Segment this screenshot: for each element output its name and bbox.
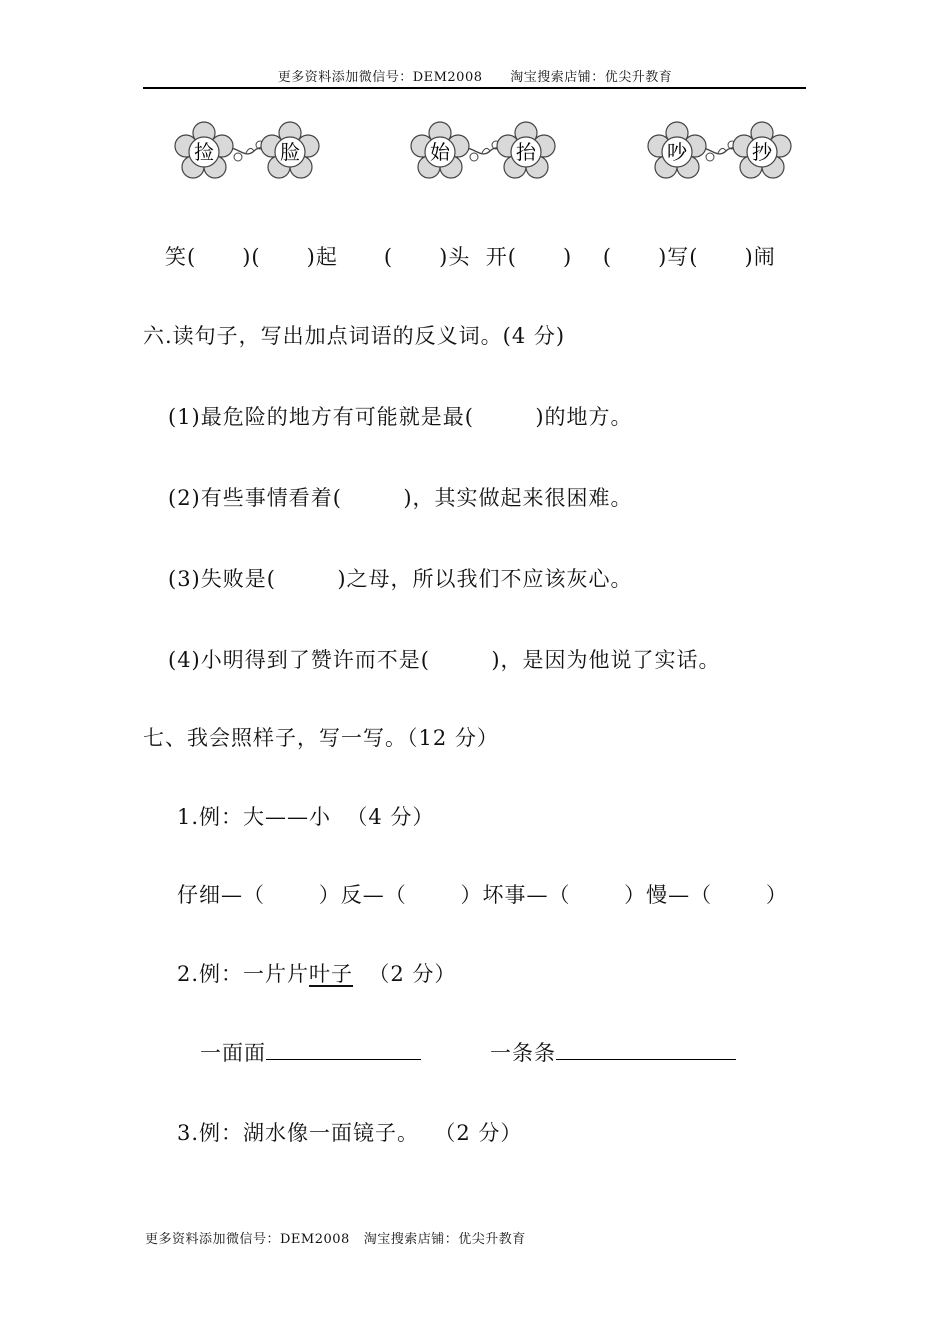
flower-pair-3	[648, 122, 791, 178]
q7-example-2	[177, 958, 456, 988]
q7-example-2-prefix: 2.例：一片片	[177, 962, 310, 986]
q7-ex2-answer-b	[490, 1037, 736, 1067]
q7-ex2-a-label: 一面面	[200, 1041, 266, 1065]
q6-item-4: (4)小明得到了赞许而不是( )，是因为他说了实话。	[168, 648, 721, 672]
q7-example-3: 3.例：湖水像一面镜子。 （2 分）	[177, 1121, 523, 1145]
page-footer: 更多资料添加微信号：DEM2008 淘宝搜索店铺：优尖升教育	[145, 1232, 526, 1247]
q7-example-1-fill: 仔细—（ ）反—（ ）坏事—（ ）慢—（ ）	[177, 883, 788, 907]
q6-item-2: (2)有些事情看着( )，其实做起来很困难。	[168, 486, 633, 510]
answer-blank[interactable]	[266, 1039, 421, 1060]
q7-example-1: 1.例：大——小 （4 分）	[177, 805, 435, 829]
q7-title: 七、我会照样子，写一写。（12 分）	[143, 726, 499, 750]
flower-pair-1	[175, 122, 319, 178]
flower-char: 捡	[194, 140, 214, 164]
flower-char: 吵	[667, 140, 687, 164]
flower-char: 抬	[516, 140, 536, 164]
q6-item-1: (1)最危险的地方有可能就是最( )的地方。	[168, 405, 633, 429]
q5-fill-line: 笑( )( )起 ( )头 开( ) ( )写( )闹	[165, 245, 776, 269]
q7-example-2-underlined: 叶子	[309, 962, 354, 986]
flower-char: 抄	[752, 140, 772, 164]
flower-char: 脸	[280, 140, 300, 164]
flower-pair-2	[411, 122, 555, 178]
q7-example-2-suffix: （2 分）	[353, 962, 457, 986]
q6-item-3: (3)失败是( )之母，所以我们不应该灰心。	[168, 567, 633, 591]
flower-char: 始	[430, 140, 450, 164]
q6-title: 六.读句子，写出加点词语的反义词。(4 分)	[143, 324, 566, 348]
q7-ex2-answer-a	[200, 1037, 421, 1067]
page-header: 更多资料添加微信号：DEM2008 淘宝搜索店铺：优尖升教育	[277, 70, 673, 85]
answer-blank[interactable]	[556, 1039, 736, 1060]
flower-pairs	[0, 0, 950, 200]
q7-ex2-b-label: 一条条	[490, 1041, 556, 1065]
